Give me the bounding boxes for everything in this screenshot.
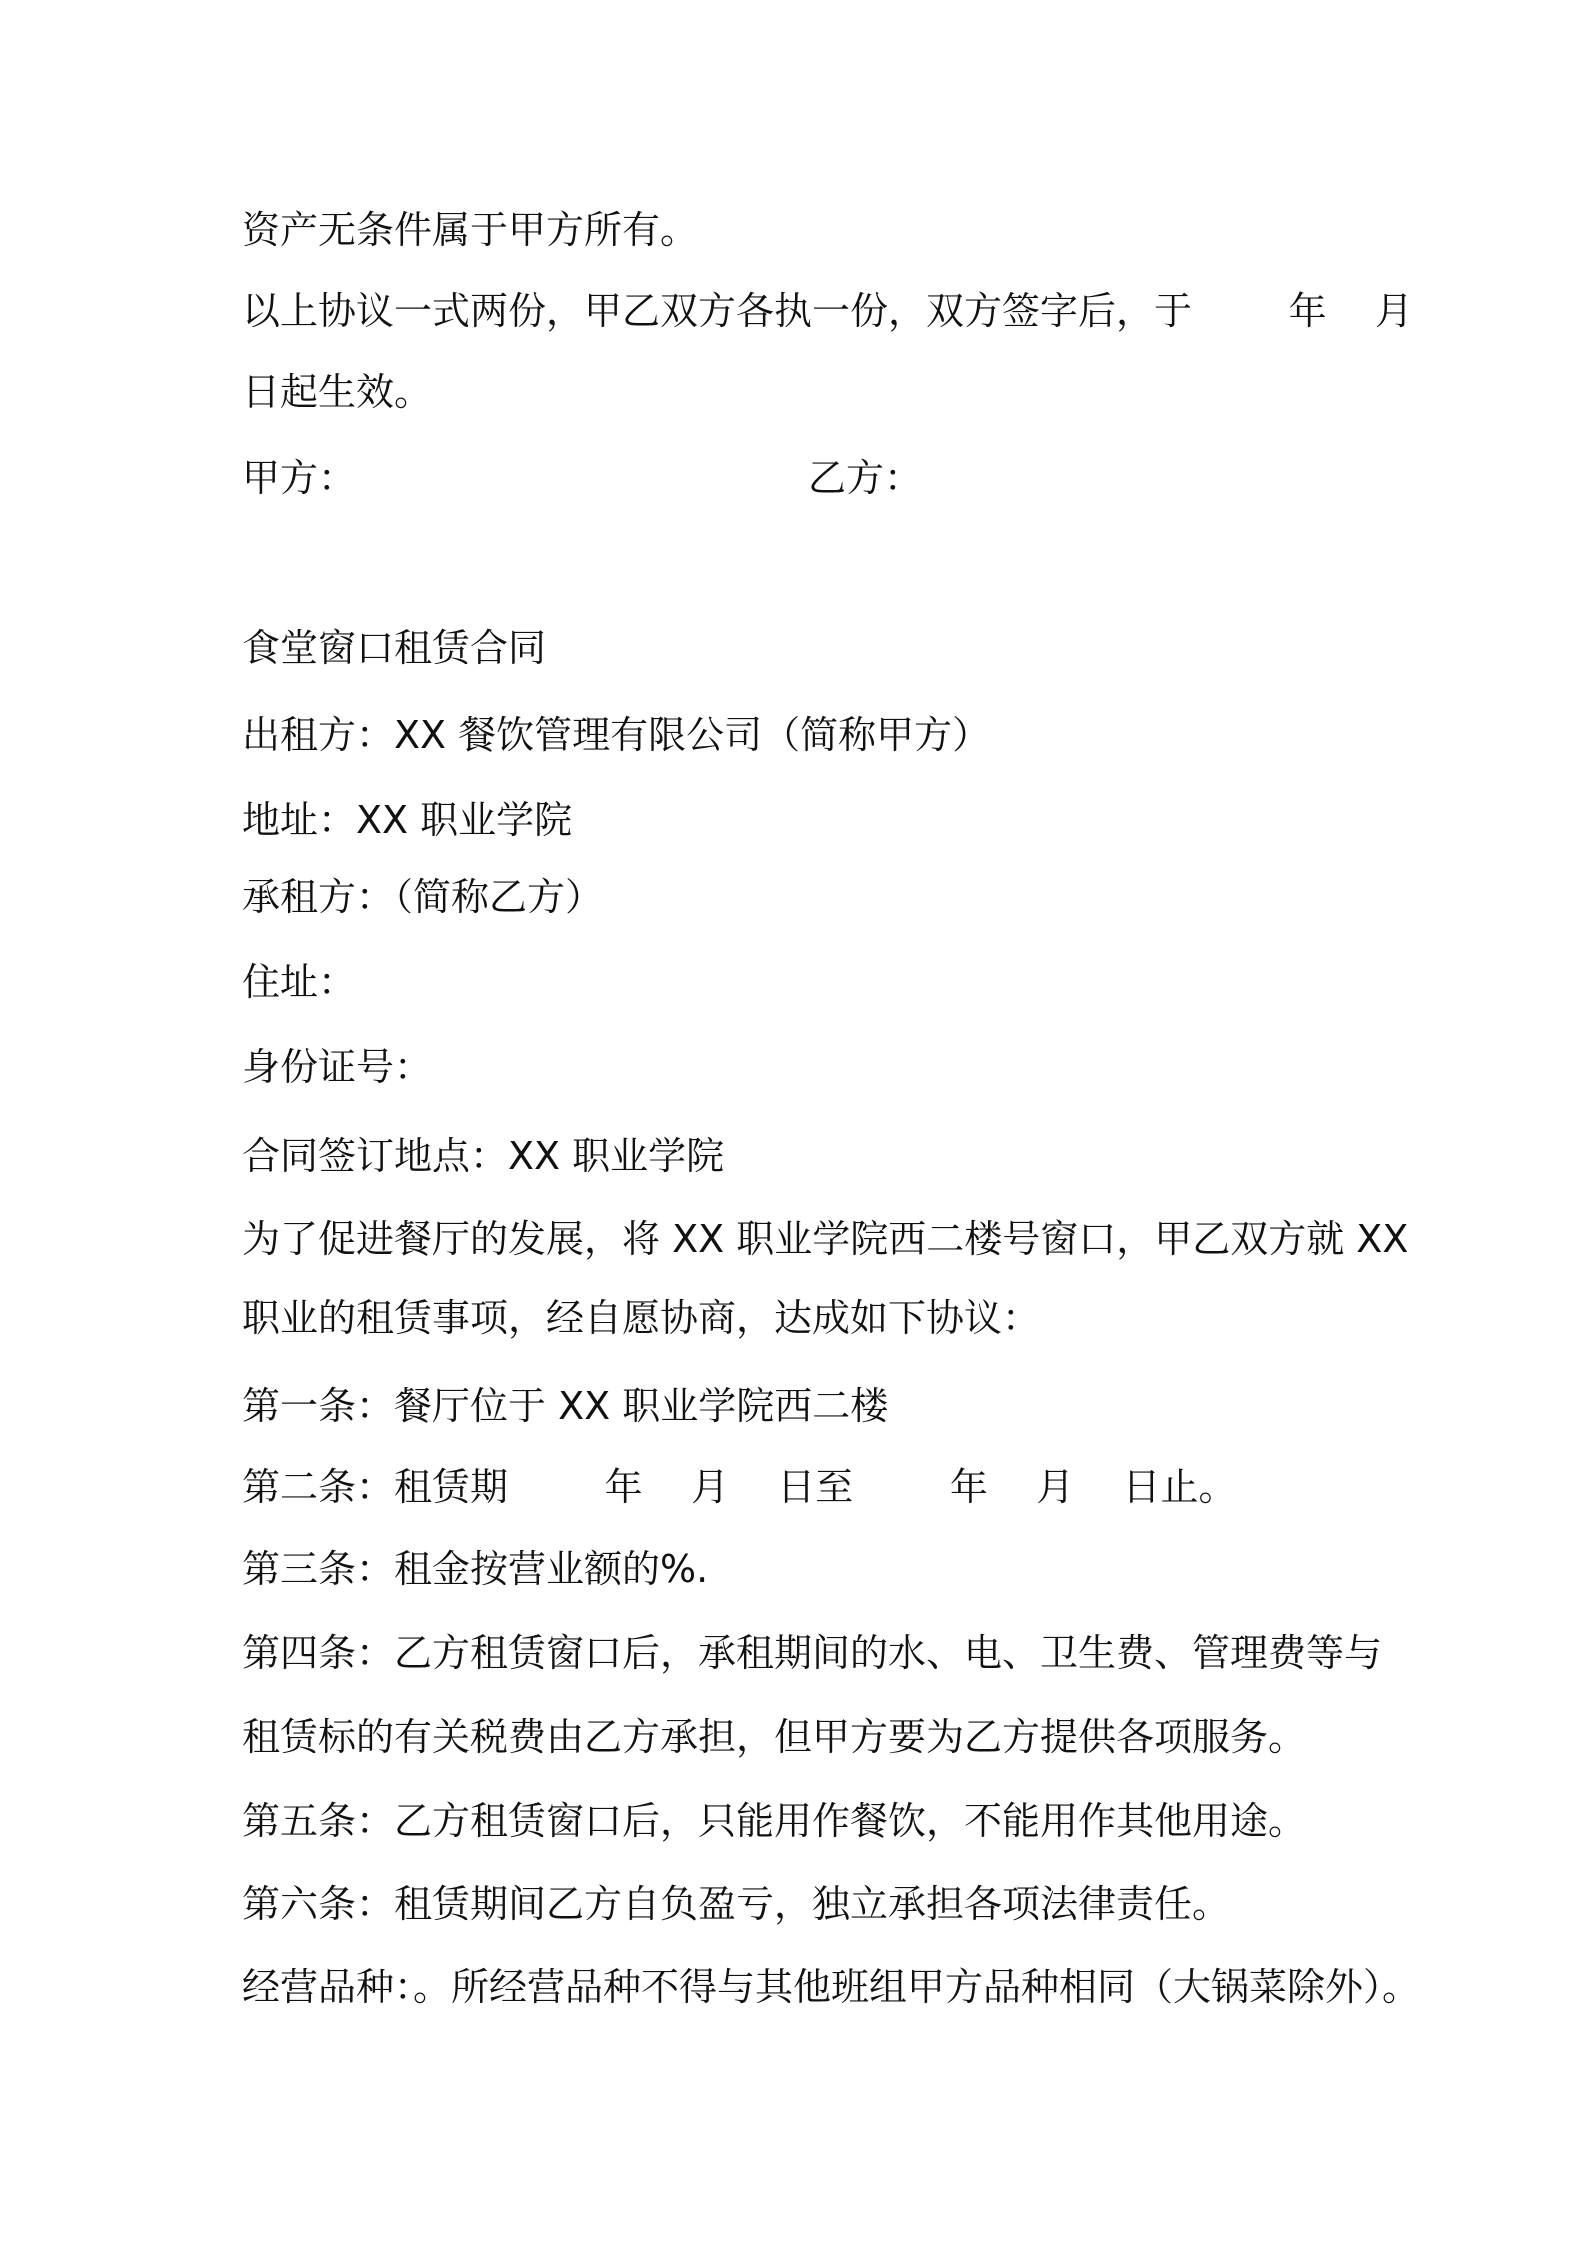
- article-4-line-1: 第四条：乙方租赁窗口后，承租期间的水、电、卫生费、管理费等与: [242, 1631, 1383, 1675]
- article-4-line-2: 租赁标的有关税费由乙方承担，但甲方要为乙方提供各项服务。: [242, 1715, 1307, 1759]
- lessee-line: 承租方：（简称乙方）: [242, 875, 604, 919]
- address-line: 地址：XX 职业学院: [242, 798, 573, 842]
- preamble-line-2: 职业的租赁事项，经自愿协商，达成如下协议：: [242, 1296, 1041, 1340]
- id-number-line: 身份证号：: [242, 1045, 433, 1089]
- article-6: 第六条：租赁期间乙方自负盈亏，独立承担各项法律责任。: [242, 1882, 1231, 1926]
- article-1: 第一条：餐厅位于 XX 职业学院西二楼: [242, 1384, 889, 1428]
- article-5: 第五条：乙方租赁窗口后，只能用作餐饮，不能用作其他用途。: [242, 1799, 1307, 1843]
- text-line-agreement-copies: 以上协议一式两份，甲乙双方各执一份，双方签字后，于 年 月: [242, 289, 1413, 333]
- article-3: 第三条：租金按营业额的%.: [242, 1547, 709, 1591]
- contract-title: 食堂窗口租赁合同: [242, 626, 547, 670]
- article-2: 第二条：租赁期 年 月 日至 年 月 日止。: [242, 1465, 1237, 1509]
- signature-party-b-label: 乙方：: [808, 456, 923, 500]
- text-line-assets-ownership: 资产无条件属于甲方所有。: [242, 208, 699, 252]
- residence-line: 住址：: [242, 960, 357, 1004]
- preamble-line-1: 为了促进餐厅的发展，将 XX 职业学院西二楼号窗口，甲乙双方就 XX: [242, 1217, 1409, 1261]
- sign-place-line: 合同签订地点：XX 职业学院: [242, 1134, 725, 1178]
- business-varieties-line: 经营品种：。所经营品种不得与其他班组甲方品种相同（大锅菜除外）。: [242, 1965, 1421, 2009]
- signature-party-a-label: 甲方：: [242, 456, 357, 500]
- text-line-effective-date: 日起生效。: [242, 370, 433, 414]
- lessor-line: 出租方：XX 餐饮管理有限公司（简称甲方）: [242, 713, 991, 757]
